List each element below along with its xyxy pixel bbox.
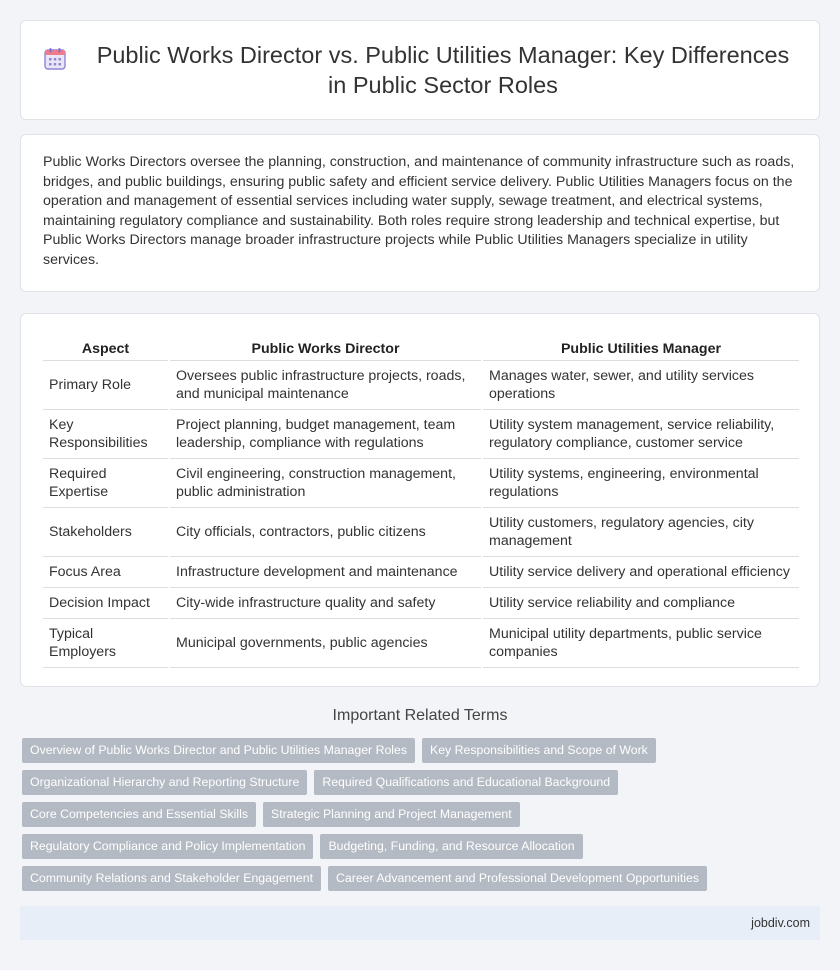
footer [20,906,820,940]
related-term-tag[interactable]: Required Qualifications and Educational Background [314,770,618,795]
public-works-cell: Infrastructure development and maintenance [169,556,482,587]
intro-paragraph: Public Works Directors oversee the planning, construction, and maintenance of community infrastructure such as roads, bridges, and public buildings, ensuring public safety and efficient service delivery. Public Utilities Managers focus on the operation and management of essential services including water supply, sewage treatment, and electrical systems, maintaining regulatory compliance and sustainability. Both roles require strong leadership and technical expertise, but Public Works Directors manage broader infrastructure projects while Public Utilities Managers specialize in utility services. [43,154,795,268]
related-term-tag[interactable]: Key Responsibilities and Scope of Work [422,738,656,763]
aspect-cell: Stakeholders [43,507,169,556]
public-works-cell: City officials, contractors, public citizens [169,507,482,556]
related-term-tag[interactable]: Core Competencies and Essential Skills [22,802,256,827]
aspect-cell: Focus Area [43,556,169,587]
public-works-cell: Project planning, budget management, team leadership, compliance with regulations [169,409,482,458]
related-terms-list [22,738,812,898]
table-row [43,409,799,458]
comparison-table [43,334,799,668]
related-term-tag[interactable]: Overview of Public Works Director and Public Utilities Manager Roles [22,738,415,763]
header-card [20,20,820,120]
table-header-row [43,334,799,360]
table-row [43,618,799,667]
comparison-card [20,313,820,687]
column-header: Public Works Director [169,334,482,360]
public-utilities-cell: Utility system management, service reliability, regulatory compliance, customer service [482,409,799,458]
related-term-tag[interactable]: Regulatory Compliance and Policy Implementation [22,834,313,859]
aspect-cell: Key Responsibilities [43,409,169,458]
related-terms-title: Important Related Terms [332,707,508,724]
table-row [43,458,799,507]
related-term-tag[interactable]: Community Relations and Stakeholder Engagement [22,866,321,891]
page-title: Public Works Director vs. Public Utilities Manager: Key Differences in Public Sector Roles [96,42,790,98]
aspect-cell: Decision Impact [43,587,169,618]
public-works-cell: Civil engineering, construction management, public administration [169,458,482,507]
table-row [43,507,799,556]
related-term-tag[interactable]: Organizational Hierarchy and Reporting Structure [22,770,307,795]
public-works-cell: Municipal governments, public agencies [169,618,482,667]
intro-card [20,134,820,292]
column-header: Aspect [43,334,169,360]
related-term-tag[interactable]: Strategic Planning and Project Management [263,802,520,827]
public-utilities-cell: Utility systems, engineering, environmental regulations [482,458,799,507]
related-term-tag[interactable]: Budgeting, Funding, and Resource Allocation [320,834,582,859]
table-row [43,360,799,409]
aspect-cell: Required Expertise [43,458,169,507]
public-works-cell: City-wide infrastructure quality and safety [169,587,482,618]
table-row [43,587,799,618]
related-term-tag[interactable]: Career Advancement and Professional Development Opportunities [328,866,707,891]
public-utilities-cell: Utility service reliability and compliance [482,587,799,618]
public-utilities-cell: Municipal utility departments, public service companies [482,618,799,667]
table-row [43,556,799,587]
title-wrap [40,40,800,100]
calendar-icon [42,46,68,72]
public-utilities-cell: Utility customers, regulatory agencies, city management [482,507,799,556]
aspect-cell: Primary Role [43,360,169,409]
public-utilities-cell: Manages water, sewer, and utility services operations [482,360,799,409]
column-header: Public Utilities Manager [482,334,799,360]
footer-brand-link[interactable]: jobdiv.com [751,916,810,930]
public-utilities-cell: Utility service delivery and operational efficiency [482,556,799,587]
aspect-cell: Typical Employers [43,618,169,667]
public-works-cell: Oversees public infrastructure projects, roads, and municipal maintenance [169,360,482,409]
